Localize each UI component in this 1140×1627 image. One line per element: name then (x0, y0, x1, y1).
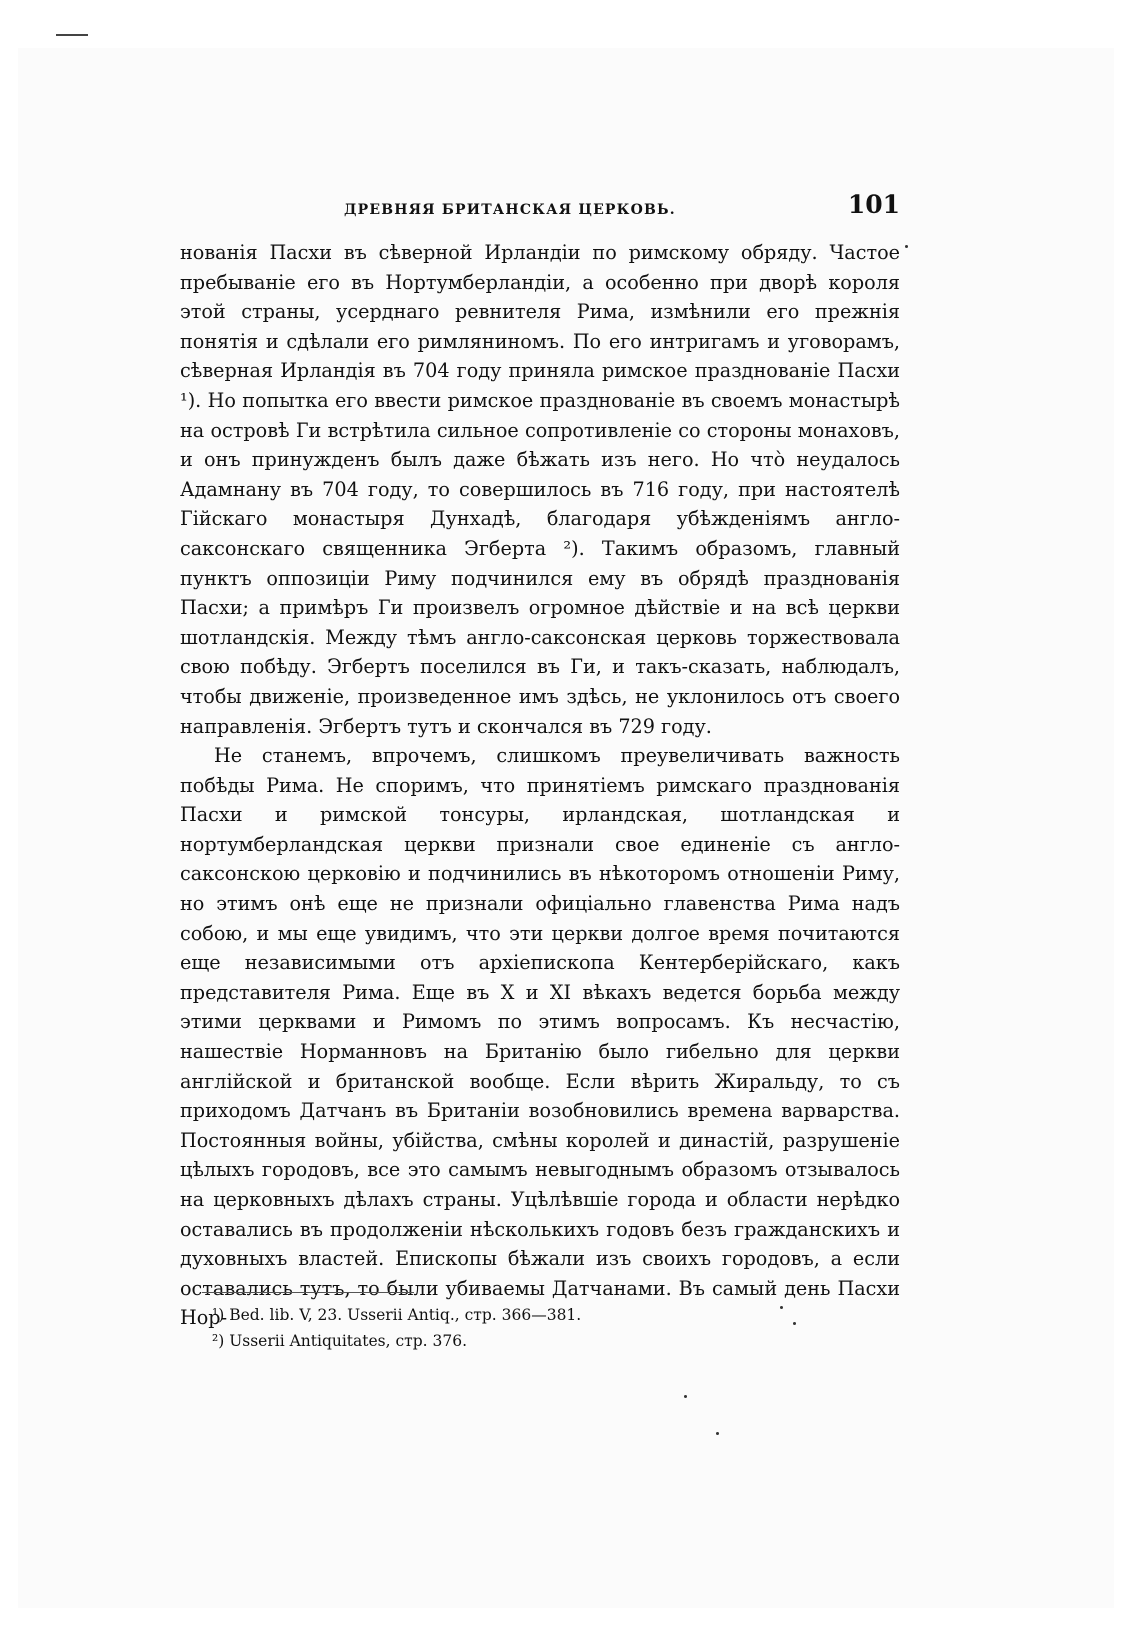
page-number: 101 (847, 190, 900, 219)
page-header (180, 190, 900, 230)
scan-speck (716, 1432, 719, 1435)
scan-speck (793, 1322, 796, 1325)
scan-corner-mark (56, 34, 88, 36)
footnote-rule (202, 1292, 414, 1293)
scan-speck (780, 1306, 783, 1309)
scan-speck (905, 245, 908, 248)
body-text (180, 238, 900, 1333)
scan-speck (684, 1395, 687, 1398)
footnotes (212, 1302, 812, 1354)
footnote-2: ²) Usserii Antiquitates, стр. 376. (212, 1332, 468, 1350)
paragraph-1: нованія Пасхи въ сѣверной Ирландіи по римскому обряду. Частое пребываніе его въ Нортумберландіи, а особенно при дворѣ короля этой страны, усерднаго ревнителя Рима, измѣнили его прежнія понятія и сдѣлали его римляниномъ. По его интригамъ и уговорамъ, сѣверная Ирландія въ 704 году приняла римское празднованіе Пасхи ¹). Но попытка его ввести римское празднованіе въ своемъ монастырѣ на островѣ Ги встрѣтила сильное сопротивленіе со стороны монаховъ, и онъ принужденъ былъ даже бѣжать изъ него. Но что̀ неудалось Адамнану въ 704 году, то совершилось въ 716 году, при настоятелѣ Гійскаго монастыря Дунхадѣ, благодаря убѣжденіямъ англо-саксонскаго священника Эгберта ²). Такимъ образомъ, главный пунктъ оппозиціи Риму подчинился ему въ обрядѣ празднованія Пасхи; а примѣръ Ги произвелъ огромное дѣйствіе и на всѣ церкви шотландскія. Между тѣмъ англо-саксонская церковь торжествовала свою побѣду. Эгбертъ поселился въ Ги, и такъ-сказать, наблюдалъ, чтобы движеніе, произведенное имъ здѣсь, не уклонилось отъ своего направленія. Эгбертъ тутъ и скончался въ 729 году. (180, 241, 900, 738)
running-title: ДРЕВНЯЯ БРИТАНСКАЯ ЦЕРКОВЬ. (344, 202, 676, 218)
paragraph-2: Не станемъ, впрочемъ, слишкомъ преувеличивать важность побѣды Рима. Не споримъ, что принятіемъ римскаго празднованія Пасхи и римской тонсуры, ирландская, шотландская и нортумберландская церкви признали свое единеніе съ англо-саксонскою церковію и подчинились въ нѣкоторомъ отношеніи Риму, но этимъ онѣ еще не признали офиціально главенства Рима надъ собою, и мы еще увидимъ, что эти церкви долгое время почитаются еще независимыми отъ архіепископа Кентерберійскаго, какъ представителя Рима. Еще въ X и XI вѣкахъ ведется борьба между этими церквами и Римомъ по этимъ вопросамъ. Къ несчастію, нашествіе Норманновъ на Британію было гибельно для церкви англійской и британской вообще. Если вѣрить Жиральду, то съ приходомъ Датчанъ въ Британіи возобновились времена варварства. Постоянныя войны, убійства, смѣны королей и династій, разрушеніе цѣлыхъ городовъ, все это самымъ невыгоднымъ образомъ отзывалось на церковныхъ дѣлахъ страны. Уцѣлѣвшіе города и области нерѣдко оставались въ продолженіи нѣсколькихъ годовъ безъ гражданскихъ и духовныхъ властей. Епископы бѣжали изъ своихъ городовъ, а если оставались тутъ, то были убиваемы Датчанами. Въ самый день Пасхи Нор- (180, 744, 900, 1330)
footnote-1: ¹) Bed. lib. V, 23. Usserii Antiq., стр. 366—381. (212, 1306, 582, 1324)
